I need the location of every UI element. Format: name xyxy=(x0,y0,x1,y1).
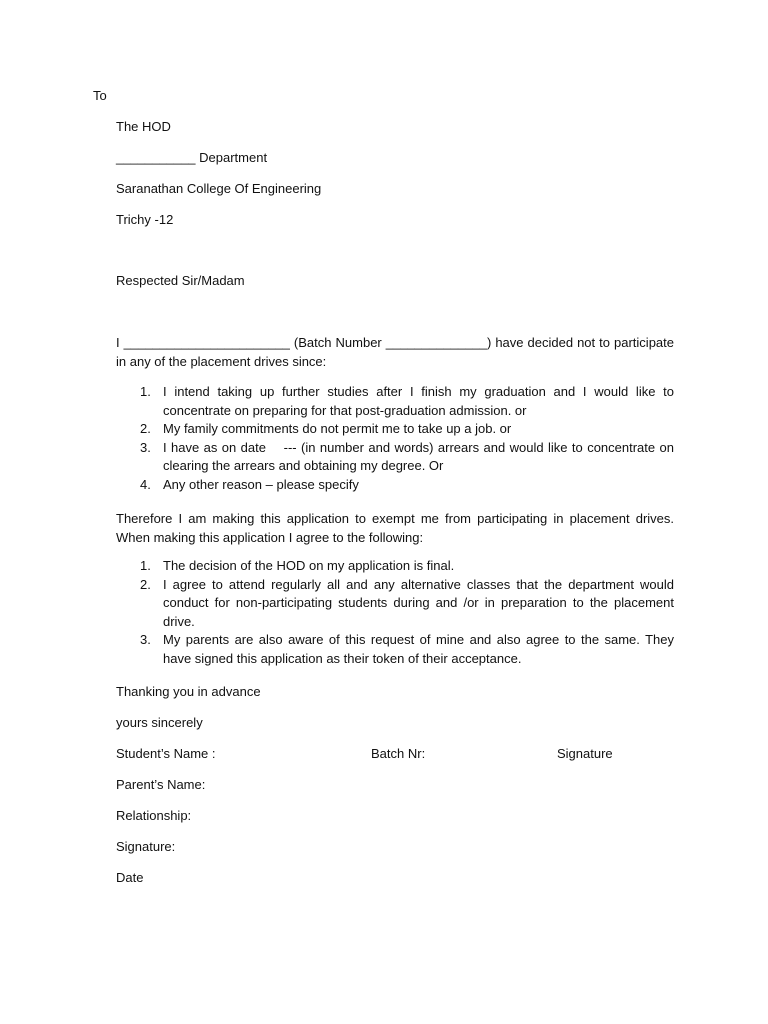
list-item-text: I agree to attend regularly all and any alternative classes that the department would conduct for non-participating students during and /or in preparation to the placement drive. xyxy=(163,576,674,629)
second-paragraph: Therefore I am making this application to exempt me from participating in placement drives. When making this application I agree to the following: xyxy=(116,511,674,545)
address-line-department: ___________ Department xyxy=(116,150,268,165)
address-line-hod: The HOD xyxy=(116,119,171,134)
address-line-college: Saranathan College Of Engineering xyxy=(116,181,322,196)
to-label: To xyxy=(93,88,107,103)
list-item-number: 1. xyxy=(140,558,151,573)
list-item xyxy=(116,420,674,439)
list-item xyxy=(116,576,674,632)
list-item-number: 3. xyxy=(140,632,151,647)
address-line-city: Trichy -12 xyxy=(116,212,174,227)
list-item-text: I have as on date --- (in number and words) arrears and would like to concentrate on clearing the arrears and obtaining my degree. Or xyxy=(163,439,678,473)
parent-signature-label: Signature: xyxy=(116,839,176,854)
list-item-number: 2. xyxy=(140,576,151,592)
list-item-number: 3. xyxy=(140,439,151,455)
student-name-label: Student’s Name : xyxy=(116,746,216,761)
list-item-text: Any other reason – please specify xyxy=(163,476,359,492)
list-item xyxy=(116,631,674,668)
closing-thanks: Thanking you in advance xyxy=(116,684,261,699)
agreements-list xyxy=(116,557,674,668)
list-item-text: The decision of the HOD on my application is final. xyxy=(163,558,455,573)
list-item-number: 4. xyxy=(140,476,151,492)
list-item-number: 2. xyxy=(140,421,151,436)
list-item xyxy=(116,383,674,420)
list-item-number: 1. xyxy=(140,384,151,399)
list-item-text: My parents are also aware of this request of mine and also agree to the same. They have signed this application as their token of their acceptance. xyxy=(163,632,674,666)
date-label: Date xyxy=(116,870,144,885)
reasons-list xyxy=(116,383,678,494)
list-item-text: My family commitments do not permit me to take up a job. or xyxy=(163,421,512,436)
list-item-text: I intend taking up further studies after I finish my graduation and I would like to concentrate on preparing for that post-graduation admission. or xyxy=(163,384,674,418)
closing-sign-off: yours sincerely xyxy=(116,715,203,730)
list-item xyxy=(116,439,678,476)
batch-number-label: Batch Nr: xyxy=(371,746,426,761)
salutation: Respected Sir/Madam xyxy=(116,273,245,288)
opening-paragraph: I _______________________ (Batch Number ______________) have decided not to participate in any of the placement drives since: xyxy=(116,335,674,369)
list-item xyxy=(116,557,674,576)
relationship-label: Relationship: xyxy=(116,808,192,823)
list-item xyxy=(116,476,674,495)
student-signature-label: Signature xyxy=(557,746,613,761)
parent-name-label: Parent’s Name: xyxy=(116,777,206,792)
